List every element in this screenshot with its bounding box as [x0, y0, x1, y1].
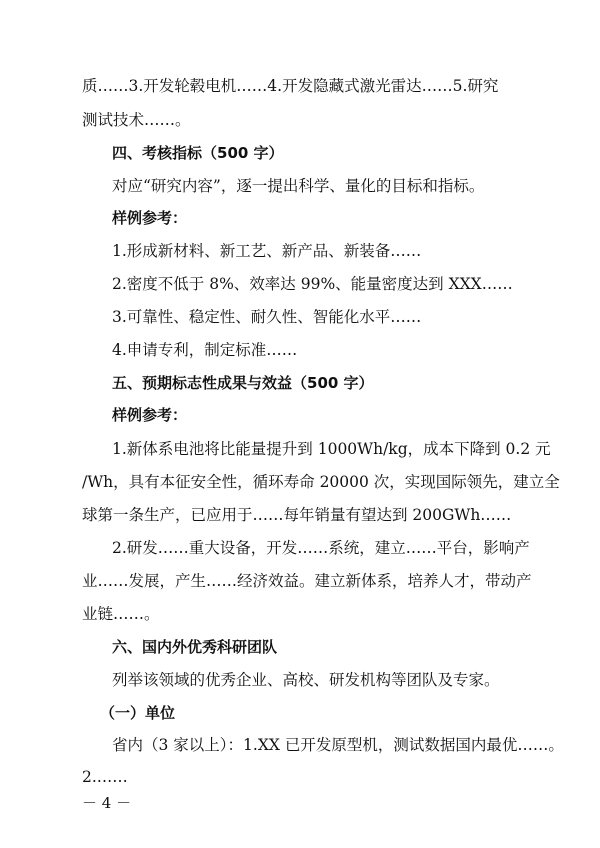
text-line-16: 业……发展，产生……经济效益。建立新体系，培养人才，带动产: [82, 572, 532, 590]
text-line-19: 列举该领域的优秀企业、高校、研发机构等团队及专家。: [112, 671, 500, 689]
text-line-6: 1.形成新材料、新工艺、新产品、新装备……: [112, 242, 422, 260]
text-line-8: 3.可靠性、稳定性、耐久性、智能化水平……: [112, 308, 422, 326]
text-line-13: /Wh，具有本征安全性，循环寿命 20000 次，实现国际领先，建立全: [82, 473, 560, 491]
text-line-17: 业链……。: [82, 605, 160, 623]
subsection-heading-units: （一）单位: [100, 704, 176, 722]
text-line-15: 2.研发……重大设备，开发……系统，建立……平台，影响产: [112, 539, 530, 557]
text-line-2: 测试技术……。: [82, 111, 191, 129]
sample-heading-2: 样例参考：: [112, 406, 188, 424]
section-heading-teams: 六、国内外优秀科研团队: [112, 638, 278, 656]
section-heading-assessment: 四、考核指标（500 字）: [112, 144, 284, 162]
text-line-1: 质……3.开发轮毂电机……4.开发隐藏式激光雷达……5.研究: [82, 77, 499, 95]
text-line-4: 对应“研究内容”，逐一提出科学、量化的目标和指标。: [112, 177, 485, 195]
text-line-12: 1.新体系电池将比能量提升到 1000Wh/kg，成本下降到 0.2 元: [112, 440, 551, 458]
text-line-22: 2.……: [82, 768, 128, 786]
text-line-9: 4.申请专利，制定标准……: [112, 341, 298, 359]
text-line-14: 球第一条生产，已应用于……每年销量有望达到 200GWh……: [82, 506, 512, 524]
section-heading-outcomes: 五、预期标志性成果与效益（500 字）: [112, 374, 374, 392]
page-number: － 4 －: [82, 794, 132, 812]
text-line-7: 2.密度不低于 8%、效率达 99%、能量密度达到 XXX……: [112, 275, 513, 293]
sample-heading-1: 样例参考：: [112, 209, 188, 227]
text-line-21: 省内（3 家以上）：1.XX 已开发原型机，测试数据国内最优……。: [112, 736, 564, 754]
